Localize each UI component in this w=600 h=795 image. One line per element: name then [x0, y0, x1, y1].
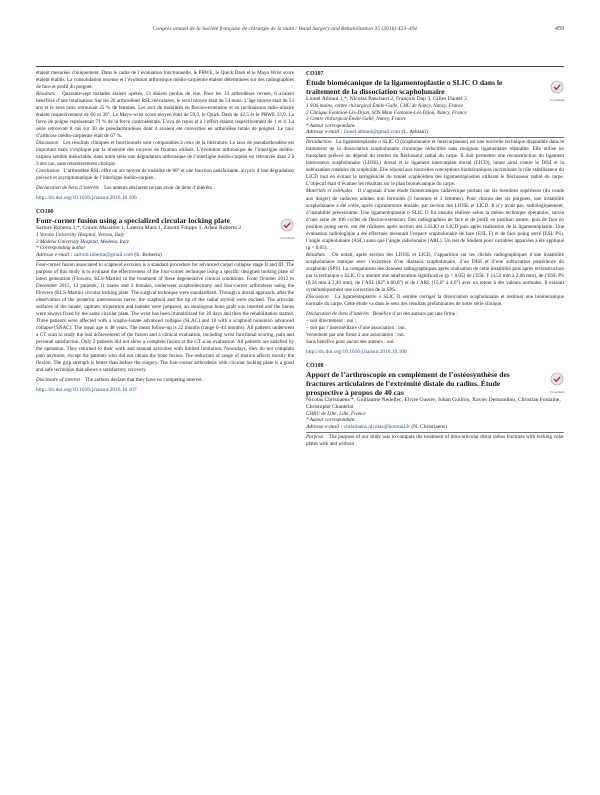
conclusion-paragraph: Conclusion L’arthrodèse RSL offre un arc moyen de mobilité de 60° et une fonction satisfaisante, au prix d’une dégradation précoce et asymptomatique de l’interligne médio-carpien. — [36, 168, 294, 182]
email-link[interactable]: sartore.roberta@gmail.com — [73, 252, 134, 259]
doi-link[interactable]: http://dx.doi.org/10.1016/j.hansur.2016.10.107 — [36, 387, 137, 394]
header-rule — [36, 66, 564, 67]
left-column — [36, 70, 294, 394]
abstract-co108 — [306, 362, 564, 448]
journal-title: Congrès annuel de la Société française de chirurgie de la main / Hand Surgery and Rehabilitation 35 (2016) 423–491 — [152, 26, 418, 32]
results-paragraph: Résultats Quarante-sept malades étaient opérés, 13 étaient perdus de vue. Pour les 34 arthrodèses revues, 6 avaient bénéficié d’une totalisation. Sur les 26 arthrodèses RSL réévaluées, le recul moyen était de 54 mois. L’âge moyen était de 53 ans et le sexe ratio retrouvait 25 % de femmes. Les arcs de mobilités en flexion-extension et en inclinaisons radio-ulnaire étaient respectivement de 60 et 30°. Le Mayo-wrist score moyen était de 59,3, le Quick Dash de 42,5 et le PRWE 33,9. La force de poigne représentait 71 % de la force controlatérale. L’eva de repos et à l’effort étaient respectivement de 1 et 4. La série retrouvait 8 cas sur 30 de pseudarthrodèses dont 4 avaient été converties en arthrodèse totale de poignet. Le taux d’arthrose médio-carpienne était de 67 %. — [36, 91, 295, 140]
continued-text: étaient mesurées cliniquement. Dans le cadre de l’évaluation fonctionnelle, le PRWE, le Quick Dash et le Mayo Wrist score étaient établis. La consolidation osseuse et l’évolution arthrosique médio-carpienne étaient déterminées sur des radiographies de face et profil du poignet. — [36, 70, 294, 91]
affiliation: CHRU de Lille, Lille, France — [306, 410, 366, 417]
declaration-line: – soit par l’intermédiaire d’une association : oui. — [306, 324, 406, 331]
affiliation: 1 SOS mains, centre chirurgical Émile-Gallé, CHU de Nancy, Nancy, France — [306, 103, 464, 109]
page-number: 459 — [555, 26, 564, 32]
crossmark-icon[interactable] — [550, 372, 565, 394]
declaration-line: – soit directement : oui ; — [306, 317, 357, 324]
abstract-authors: Lionel Athlani 1,*, Nicolas Pauchard 2, François Dap 3, Gilles Dautel 3 — [306, 96, 467, 102]
crossmark-icon[interactable] — [550, 80, 565, 103]
affiliation: 1 Verona University Hospital, Verona, Italy — [36, 232, 125, 239]
affiliation: * Corresponding author — [36, 245, 86, 252]
affiliation: 2 Clinique Fontaine-Lès-Dijon, SOS Main Fontaine-Lès-Dijon, Nancy, France — [306, 109, 467, 116]
abstract-title: Apport de l’arthroscopie en complément de l’ostéosynthèse des fractures articulaires de l’extrémité distale du radius. Étude prospective à propos de 40 cas — [306, 369, 510, 397]
results-paragraph: Résultats On notait, après section des LIOSL et LICD, l’apparition sur les clichés radiographiques d’une instabilité scapholunaire statique avec l’existence d’un diastasis scapholunaire, d’un DISI et d’une subluxation postérieure du scaphoïde (SPS). La comparaison des données radiographiques après réalisation de cette instabilité puis après reconstruction par la technique o SLIC O a montré une amélioration significative (p < 0,05) de l’ESL F (4,52 mm à 2,06 mm), de l’ESL PS (6,24 mm à 2,46 mm), de l’ASL (82° à 60,8°) et de l’ARL (15,6° à 4,6°) avec un retour à des valeurs normales. Il existait systématiquement une correction de la SPS. — [306, 251, 564, 293]
abstract-co107 — [306, 70, 564, 356]
abstract-title: Étude biomécanique de la ligamentoplastie o SLIC O dans le traitement de la dissociation scapholunaire — [306, 78, 503, 96]
crossmark-logo — [550, 80, 564, 94]
abstract-id: CO108 — [306, 362, 324, 369]
email-line: Adresse e-mail : lionel.athlani@gmail.com (L. Athlani) — [306, 129, 428, 136]
crossmark-logo — [280, 218, 294, 232]
divider — [306, 432, 564, 433]
abstract-id: CO106 — [36, 209, 54, 216]
intro-paragraph: Introduction La ligamentoplastie o SLIC O (scapholunaire et intercarpienne) est une nouvelle technique disponible dans le traitement de la dissociation scapholunaire chronique réductible sans moignon ligamentaire réparable. Elle utilise un transplant prélevé au dépend du tendon du fléchisseur radial du carpe. Il doit permettre une reconstruction du ligament interosseux scapholunaire (LIOSL) dorsal et le ligament intercarpien dorsal (LICD), lutant ainsi contre le DISI et la subluxation rotatoire du scaphoïde. Elle répond aux nouvelles conceptions biomécaniques incriminant le rôle stabilisateur du LICD tout en évitant la iatrogénicité du tunnel scaphoïdien des ligamentoplasties utilisant le fléchisseur radial du carpe. L’objectif était d’évaluer les résultats sur le plan biomécanique du carpe. — [306, 139, 564, 188]
discussion-paragraph: Discussion La ligamentoplastie o SLIC O semble corriger la dissociation scapholunaire et restituer une biomécanique normale du carpe. Cette étude va dans le sens des résultats préliminaires de notre série clinique. — [306, 293, 564, 307]
abstract-authors: Sartore Roberta 1,*, Corain Massimo 1, Laterza Mara 1, Zanotti Filippo 1, Adani Roberto 2 — [36, 225, 242, 232]
declaration-line: Sans bénéfice pour aucun des auteurs : oui. — [306, 338, 395, 345]
abstract-authors: Nicolas Christiaens *, Guillaume Nedellec, Elvire Guerre, Johan Guillou, Xavier Demondion, Christian Fontaine, Christophe Chantelot — [306, 396, 561, 410]
affiliation: * Auteur correspondant. — [306, 122, 356, 129]
affiliation: 2 Modena University Hospital, Modena, Italy — [36, 238, 129, 245]
methods-paragraph: Matériels et méthodes Il s’agissait d’une étude biomécanique cadavérique portant sur six membres supérieurs (du coude aux doigts) de cadavres adultes non formolés (3 hommes et 3 femmes). Pour chacun des six poignets, une instabilité scapholunaire a été créée, après capsulotomie dorsale, par section des LIOSL et LICD. Il n’y avait pas, radiologiquement, d’instabilité préexistante. Une ligamentoplastie o SLIC O fut ensuite réalisée selon la même technique opératoire, suivie d’une série de 100 cycles de flexion-extension. Des radiographies de face et de profil en position neutre, puis de face en position poing serré, ont été réalisées après section des LSLIO et LICD puis après réalisation de la ligamentoplastie. Une évaluation radiologique a été effectuée mesurant l’espace scapholunaire de face (ESL F) et de face poing serré (ESL PS), l’angle scapholunaire (ASL) ainsi que l’angle radiolunaire (ARL). Un test de Student pour variables appariées a été appliqué (p < 0,05). — [306, 188, 564, 251]
crossmark-logo — [550, 372, 564, 386]
abstract-body: Four-corner fusion associated to scaphoid excision is a standard procedure for advanced carpal collapse stage II and III. The purpose of this study is to evaluate the effectiveness of the four-corner technique using a specific designed locking plate of latest generation (Flowero, KLS-Martin) in the treatment of these degenerative clinical conditions. From October 2012 to December 2015, 13 patients, 11 males and 2 females, underwent scaphoidectomy and four-corner arthrodesis using the Flowero (KLS-Martin) circular locking plate. The surgical technique were standardized. Through a dorsal approach, after the observation of the posterior interosseous nerve, the scaphoid and the tip of the radial styloid were excised. The articular surfaces of the lunate, capitate, triquetrum and hamate were prepared, an autologous bone graft was inserted and the bones were always fixed by the same circular plate. The wrist has been immobilized for 20 days and then the rehabilitation started. Three patients were affected with a scapho-lunate advanced collapse (SLAC) and 10 with a scaphoid nonunion advanced collapse (SNAC). The mean age is 48 years. The mean follow-up is 22 months (range 6–44 months). All patients underwent a CT scan to study the real achievement of the fusion and a clinical evaluation, including wrist functional scoring, pain and personal satisfaction. Only 2 patients did not show a complete fusion at the CT scan evaluation. All patients are satisfied by the operation. They returned to their work and manual activities with limited limitation. Nowadays, they do not complain pain anymore, except the patients who did not obtain the bone fusion. The reduction of range of motion affects mostly the flexion. The grip strength is better than before the surgery. The four-corner arthrodesis with circular locking plate is a good and safe technique that allows a satisfactory recovery. — [36, 262, 294, 374]
affiliation: * Auteur correspondant. — [306, 417, 356, 424]
crossmark-icon[interactable] — [280, 218, 295, 241]
crossmark-label: CrossMark — [280, 236, 295, 241]
divider — [36, 260, 294, 261]
declaration-line: Versement par une firme à une association : oui. — [306, 331, 405, 338]
right-column — [306, 70, 564, 448]
abstract-title: Four-corner fusion using a specialized circular locking plate — [36, 216, 230, 226]
abstract-co106 — [36, 208, 294, 394]
crossmark-label: CrossMark — [550, 98, 565, 103]
crossmark-label: CrossMark — [550, 389, 565, 394]
abstract-id: CO107 — [306, 71, 324, 77]
doi-link[interactable]: http://dx.doi.org/10.1016/j.hansur.2016.10.106 — [36, 195, 137, 202]
disclosure-paragraph: Disclosure of interest The authors declare that they have no competing interest. — [36, 377, 203, 384]
email-line: Adresse e-mail : sartore.roberta@gmail.com (S. Roberta) — [36, 252, 162, 259]
running-header — [36, 26, 564, 38]
email-link[interactable]: christiaens.nicolas@hotmail.fr — [343, 424, 410, 431]
email-line: Adresse e-mail : christiaens.nicolas@hotmail.fr (N. Christiaens) — [306, 424, 448, 431]
declaration-paragraph: Déclaration de liens d’intérêts Les auteurs déclarent ne pas avoir de liens d’intérêts. — [36, 185, 214, 192]
email-link[interactable]: lionel.athlani@gmail.com — [343, 129, 401, 136]
purpose-paragraph: Purpose The purpose of our study was to compare the treatment of intra-articular distal radius fractures with locking volar plates with and without — [306, 434, 565, 448]
discussion-paragraph: Discussion Les résultats cliniques et fonctionnels sont comparables à ceux de la littérature. Le taux de pseudarthrodèse est important mais s’explique par la diversité des moyens de fixation utilisés. L’évolution arthrosique de l’interligne médio-carpien semble inéluctable, dans notre série une dégradation arthrosique de l’interligne médio-carpien est retrouvée dans 2 à 3 des cas, sans retentissement clinique. — [36, 140, 294, 168]
doi-link[interactable]: http://dx.doi.org/10.1016/j.hansur.2016.10.108 — [306, 348, 407, 355]
affiliation: 3 Centre chirurgical Émile-Gallé, Nancy, France — [306, 116, 407, 123]
declaration-paragraph: Déclaration de liens d’intérêts Bénéfice d’un des auteurs par une firme : — [306, 310, 458, 317]
